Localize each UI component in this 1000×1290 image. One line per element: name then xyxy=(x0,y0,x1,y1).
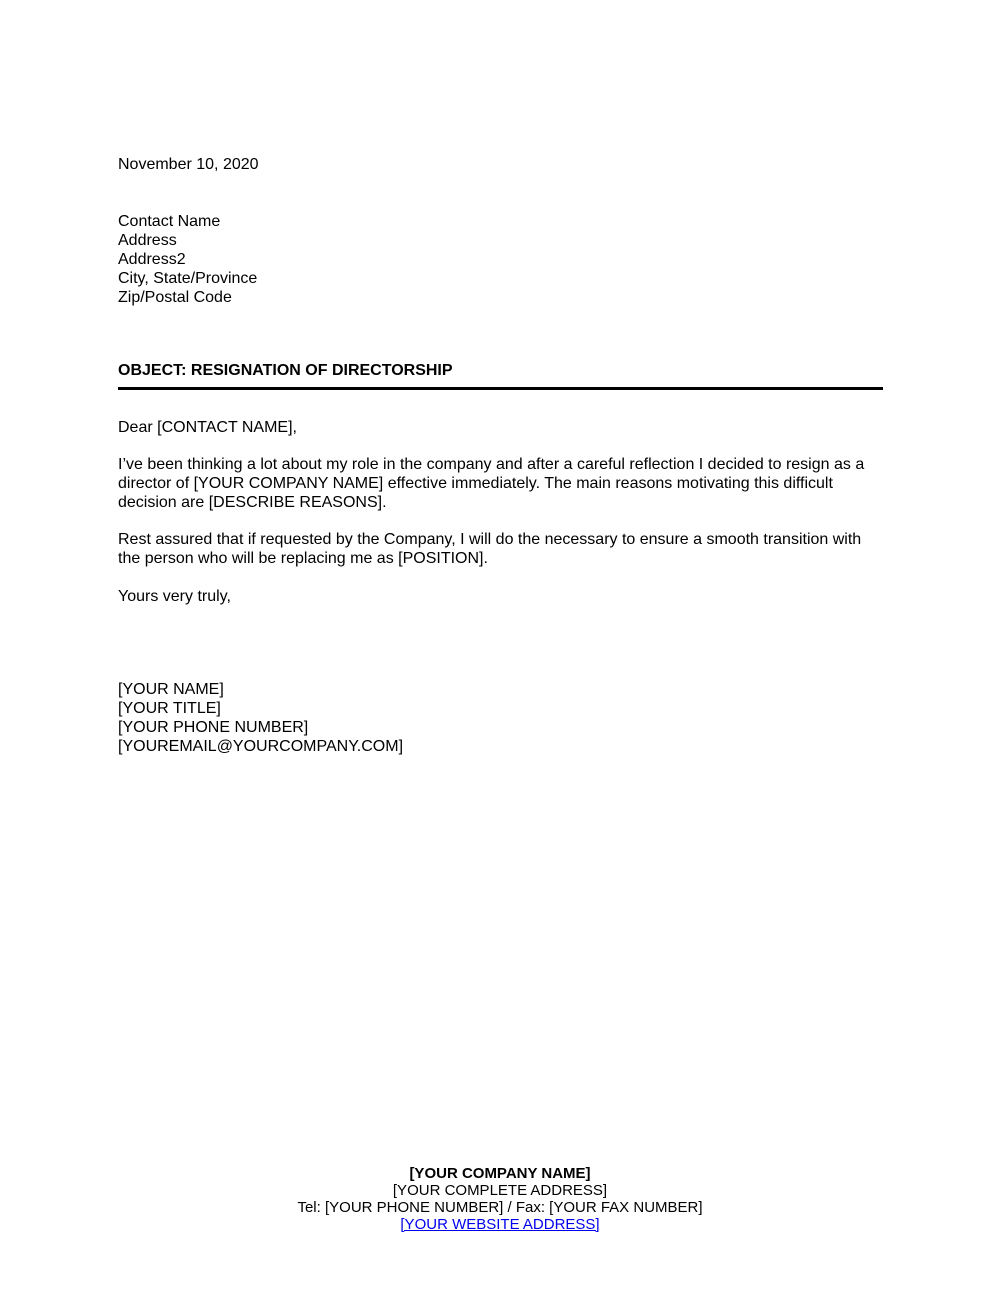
signature-name: [YOUR NAME] xyxy=(118,681,224,698)
recipient-contact-name: Contact Name xyxy=(118,213,221,230)
footer-website-link[interactable]: [YOUR WEBSITE ADDRESS] xyxy=(400,1216,600,1233)
signature-phone: [YOUR PHONE NUMBER] xyxy=(118,719,309,736)
letter-subject: OBJECT: RESIGNATION OF DIRECTORSHIP xyxy=(118,362,453,379)
recipient-zip: Zip/Postal Code xyxy=(118,289,232,306)
letter-closing: Yours very truly, xyxy=(118,588,231,605)
footer-contact: Tel: [YOUR PHONE NUMBER] / Fax: [YOUR FAX NUMBER] xyxy=(297,1199,703,1216)
body-paragraph-1 xyxy=(118,455,898,512)
letter-salutation: Dear [CONTACT NAME], xyxy=(118,419,297,436)
paragraph-line: director of [YOUR COMPANY NAME] effective immediately. The main reasons motivating this difficult xyxy=(118,475,833,492)
paragraph-line: decision are [DESCRIBE REASONS]. xyxy=(118,494,387,511)
subject-divider xyxy=(118,387,883,390)
recipient-address2: Address2 xyxy=(118,251,186,268)
recipient-address: Address xyxy=(118,232,177,249)
signature-email: [YOUREMAIL@YOURCOMPANY.COM] xyxy=(118,738,404,755)
recipient-address-block xyxy=(118,212,898,307)
letter-date: November 10, 2020 xyxy=(118,156,259,173)
footer-company-name: [YOUR COMPANY NAME] xyxy=(409,1165,591,1182)
footer-address: [YOUR COMPLETE ADDRESS] xyxy=(392,1182,608,1199)
body-paragraph-2 xyxy=(118,530,898,568)
paragraph-line: Rest assured that if requested by the Company, I will do the necessary to ensure a smooth transition with xyxy=(118,531,862,548)
letter-footer xyxy=(0,1165,1000,1233)
recipient-city-state: City, State/Province xyxy=(118,270,258,287)
paragraph-line: the person who will be replacing me as [POSITION]. xyxy=(118,550,488,567)
signature-block xyxy=(118,680,898,756)
signature-title: [YOUR TITLE] xyxy=(118,700,221,717)
paragraph-line: I’ve been thinking a lot about my role in the company and after a careful reflection I decided to resign as a xyxy=(118,456,865,473)
